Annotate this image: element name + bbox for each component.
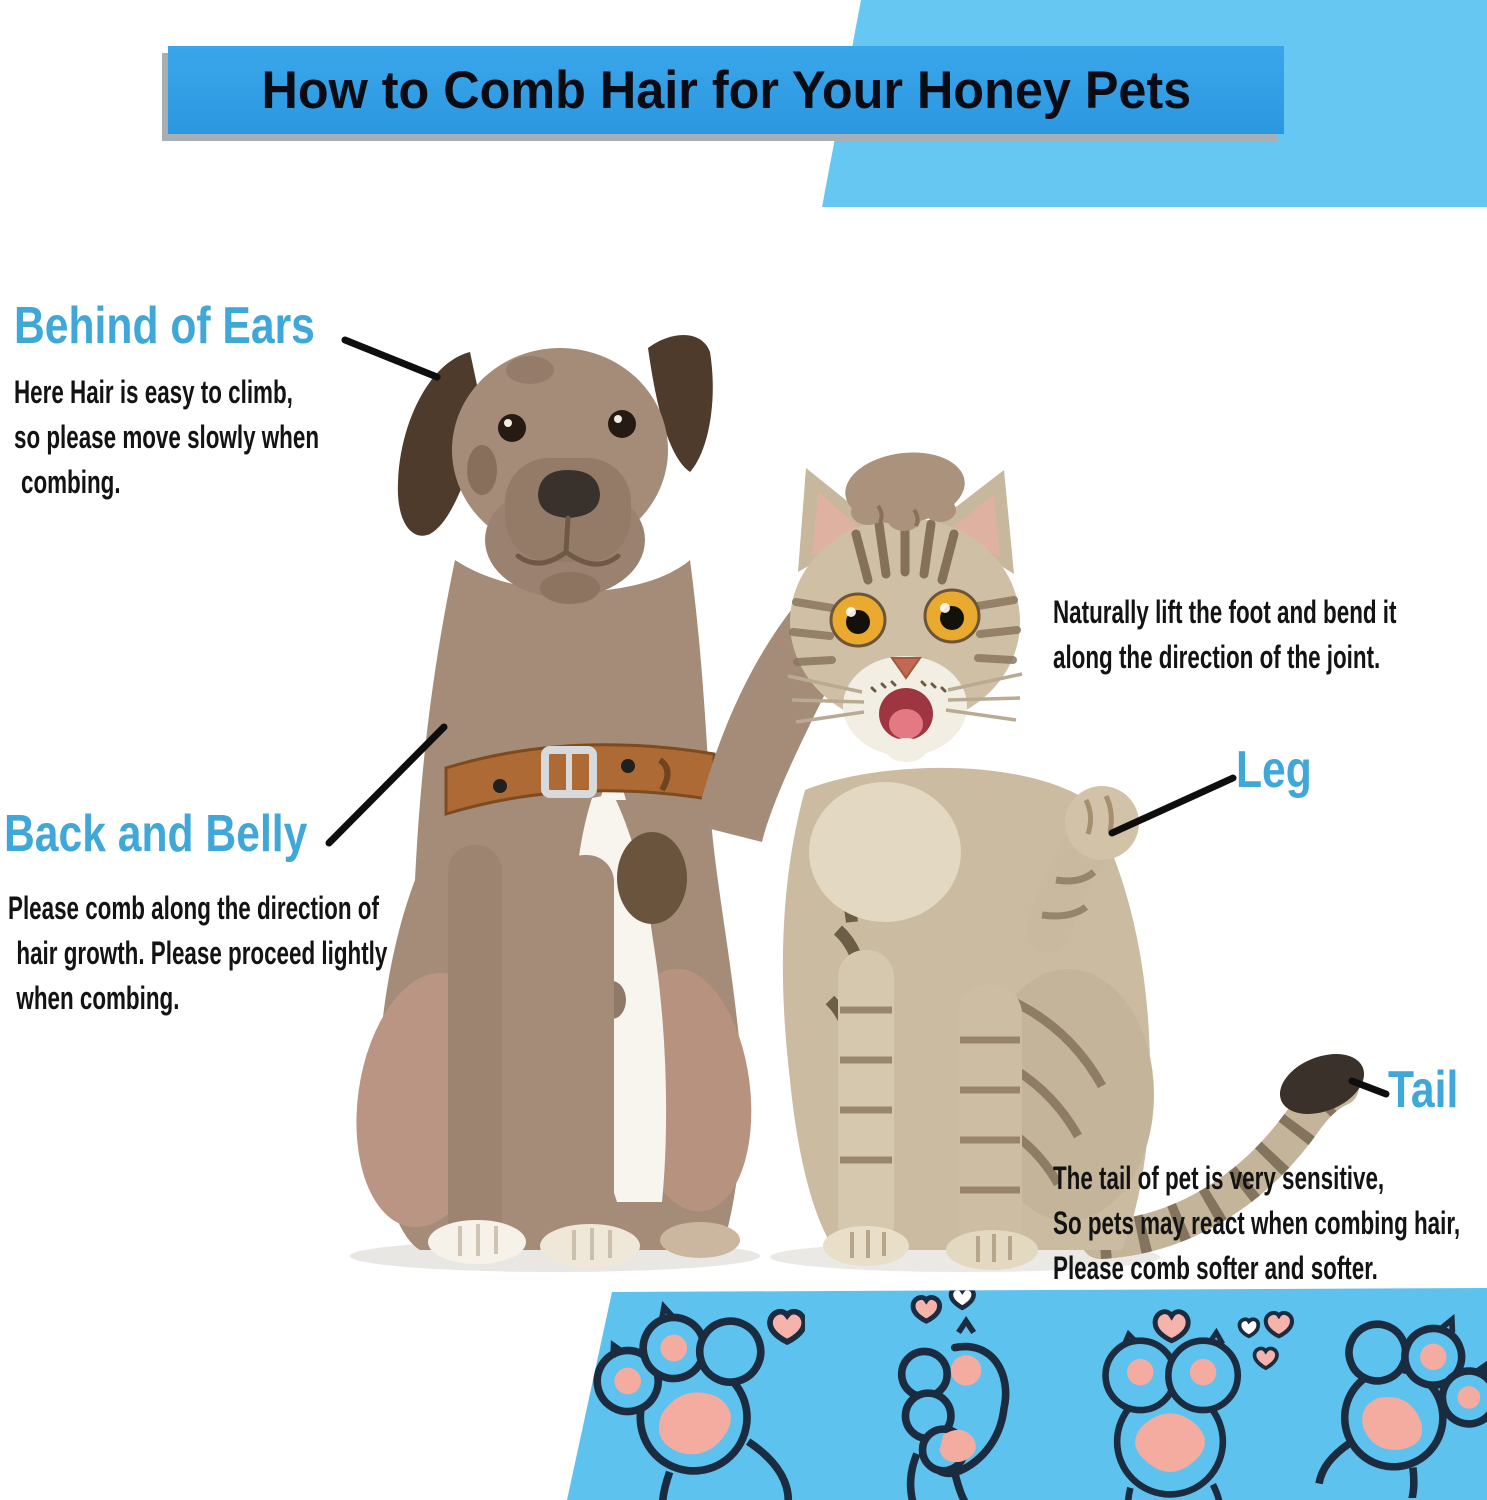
dog-paw-on-cat-head [841, 446, 969, 531]
note-line: Naturally lift the foot and bend it [1053, 594, 1397, 630]
paw-icon [1308, 1298, 1487, 1498]
note-line: along the direction of the joint. [1053, 639, 1381, 675]
hearts-cluster-icon [1232, 1310, 1307, 1385]
note-tail [1053, 1156, 1460, 1291]
note-line: hair growth. Please proceed lightly [16, 935, 388, 971]
note-back-and-belly [8, 886, 387, 1021]
pets-photo [350, 290, 1370, 1290]
heading-behind-of-ears: Behind of Ears [14, 297, 315, 355]
title-bar [168, 46, 1284, 134]
heading-tail: Tail [1388, 1061, 1459, 1119]
note-line: Please comb softer and softer. [1053, 1250, 1378, 1286]
heading-leg: Leg [1236, 741, 1312, 799]
bottom-banner [0, 1288, 1487, 1500]
note-behind-of-ears [14, 370, 319, 505]
page-title: How to Comb Hair for Your Honey Pets [261, 60, 1191, 120]
note-line: Here Hair is easy to climb, [14, 374, 293, 410]
heart-icon [1255, 1348, 1278, 1368]
heart-icon [1240, 1319, 1259, 1336]
heading-back-and-belly: Back and Belly [4, 805, 308, 863]
note-line: Please comb along the direction of [8, 890, 379, 926]
heart-icon [770, 1312, 804, 1342]
heart-icon [1155, 1312, 1188, 1341]
note-leg [1053, 590, 1396, 680]
heart-icon [1266, 1313, 1292, 1336]
paw-icon [860, 1290, 1040, 1500]
note-line: The tail of pet is very sensitive, [1053, 1160, 1385, 1196]
note-line: so please move slowly when [14, 419, 320, 455]
note-line: So pets may react when combing hair, [1053, 1205, 1461, 1241]
paw-icon [575, 1300, 805, 1500]
heart-icon [951, 1290, 974, 1308]
note-line: when combing. [16, 980, 180, 1016]
note-line: combing. [21, 464, 121, 500]
cat-illustration [783, 468, 1370, 1270]
heart-icon [913, 1298, 940, 1322]
